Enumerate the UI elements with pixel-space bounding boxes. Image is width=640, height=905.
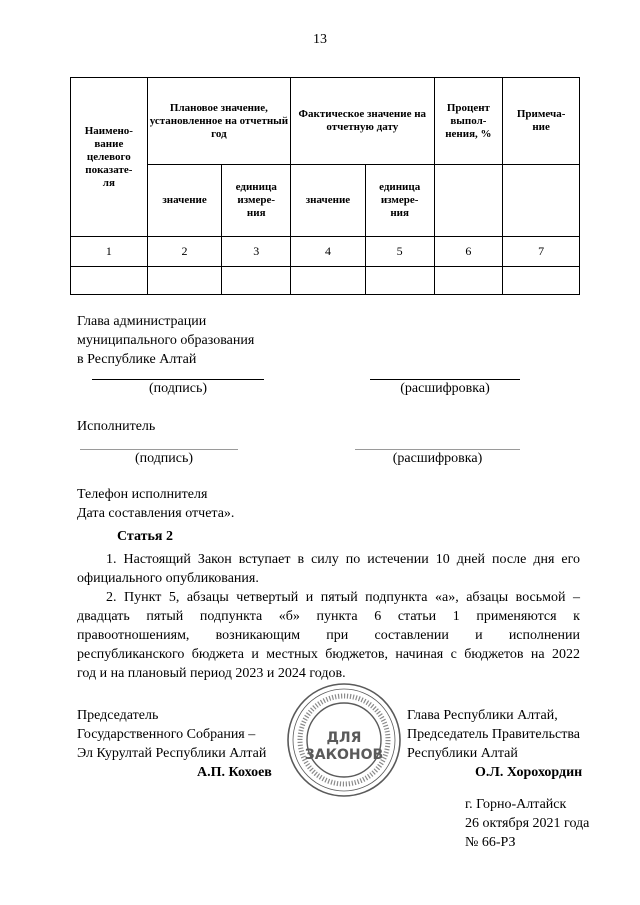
- column-number: 2: [147, 237, 222, 267]
- signature-line: [92, 379, 264, 380]
- column-number: 4: [291, 237, 366, 267]
- column-numbers-row: [71, 237, 580, 267]
- head-republic-name: О.Л. Хорохордин: [475, 765, 583, 780]
- table-cell: [503, 267, 580, 295]
- paragraph-2-line: республиканского бюджета и местных бюджетов, начиная с бюджетов на 2022: [77, 647, 580, 662]
- city: г. Горно-Алтайск: [465, 797, 567, 812]
- decoding-caption: (расшифровка): [400, 381, 490, 396]
- chairman-name: А.П. Кохоев: [197, 765, 272, 780]
- decoding-caption: (расшифровка): [392, 451, 483, 466]
- signature-line: [80, 449, 238, 450]
- paragraph-1-line: официального опубликования.: [77, 571, 259, 586]
- report-table: [70, 77, 580, 295]
- sub-header-value-fact: значение: [291, 165, 366, 237]
- chairman-title-line2: Государственного Собрания –: [77, 727, 256, 742]
- head-republic-line3: Республики Алтай: [407, 746, 518, 761]
- header-note: Примеча- ние: [503, 78, 580, 165]
- column-number: 3: [222, 237, 291, 267]
- header-fact-value: Фактическое значение на отчетную дату: [291, 78, 434, 165]
- decoding-line: [370, 379, 520, 380]
- header-indicator-name: Наимено- вание целевого показате- ля: [71, 78, 148, 237]
- table-cell: [147, 267, 222, 295]
- head-title-line3: в Республике Алтай: [77, 352, 197, 367]
- signature-caption: (подпись): [148, 381, 208, 396]
- column-number: 6: [434, 237, 503, 267]
- sub-header-empty: [503, 165, 580, 237]
- table-cell: [291, 267, 366, 295]
- stamp-text-line1: ДЛЯ: [326, 730, 362, 746]
- executor-label: Исполнитель: [77, 419, 156, 434]
- sub-header-value-plan: значение: [147, 165, 222, 237]
- paragraph-2-line: год и на плановый период 2023 и 2024 годов.: [77, 666, 346, 681]
- table-cell: [71, 267, 148, 295]
- header-percent: Процент выпол- нения, %: [434, 78, 503, 165]
- decoding-line: [355, 449, 520, 450]
- stamp-text-line2: ЗАКОНОВ: [304, 747, 384, 763]
- header-plan-value: Плановое значение, установленное на отчетный год: [147, 78, 290, 165]
- empty-data-row: [71, 267, 580, 295]
- table-cell: [365, 267, 434, 295]
- report-date-label: Дата составления отчета».: [77, 506, 235, 521]
- table-cell: [222, 267, 291, 295]
- head-republic-line2: Председатель Правительства: [407, 727, 580, 742]
- sub-header-empty: [434, 165, 503, 237]
- signature-caption: (подпись): [134, 451, 194, 466]
- paragraph-1-line: 1. Настоящий Закон вступает в силу по истечении 10 дней после дня его: [106, 552, 580, 567]
- column-number: 1: [71, 237, 148, 267]
- paragraph-2-line: 2. Пункт 5, абзацы четвертый и пятый подпункта «а», абзацы восьмой –: [106, 590, 580, 605]
- phone-label: Телефон исполнителя: [77, 487, 208, 502]
- article-title: Статья 2: [117, 529, 173, 544]
- law-date: 26 октября 2021 года: [465, 816, 590, 831]
- head-title-line2: муниципального образования: [77, 333, 255, 348]
- page-number: 13: [313, 32, 327, 47]
- paragraph-2-line: двадцать пятый подпункта «б» пункта 6 статьи 1 применяются к: [77, 609, 580, 624]
- law-number: № 66-РЗ: [465, 835, 516, 850]
- column-number: 7: [503, 237, 580, 267]
- sub-header-unit-plan: единица измере- ния: [222, 165, 291, 237]
- paragraph-2-line: правоотношениям, возникающим при составлении и исполнении: [77, 628, 580, 643]
- chairman-title-line3: Эл Курултай Республики Алтай: [77, 746, 267, 761]
- head-title-line1: Глава администрации: [77, 314, 207, 329]
- head-republic-line1: Глава Республики Алтай,: [407, 708, 558, 723]
- column-number: 5: [365, 237, 434, 267]
- chairman-title-line1: Председатель: [77, 708, 159, 723]
- sub-header-unit-fact: единица измере- ния: [365, 165, 434, 237]
- table-cell: [434, 267, 503, 295]
- stamp-seal: [286, 682, 402, 798]
